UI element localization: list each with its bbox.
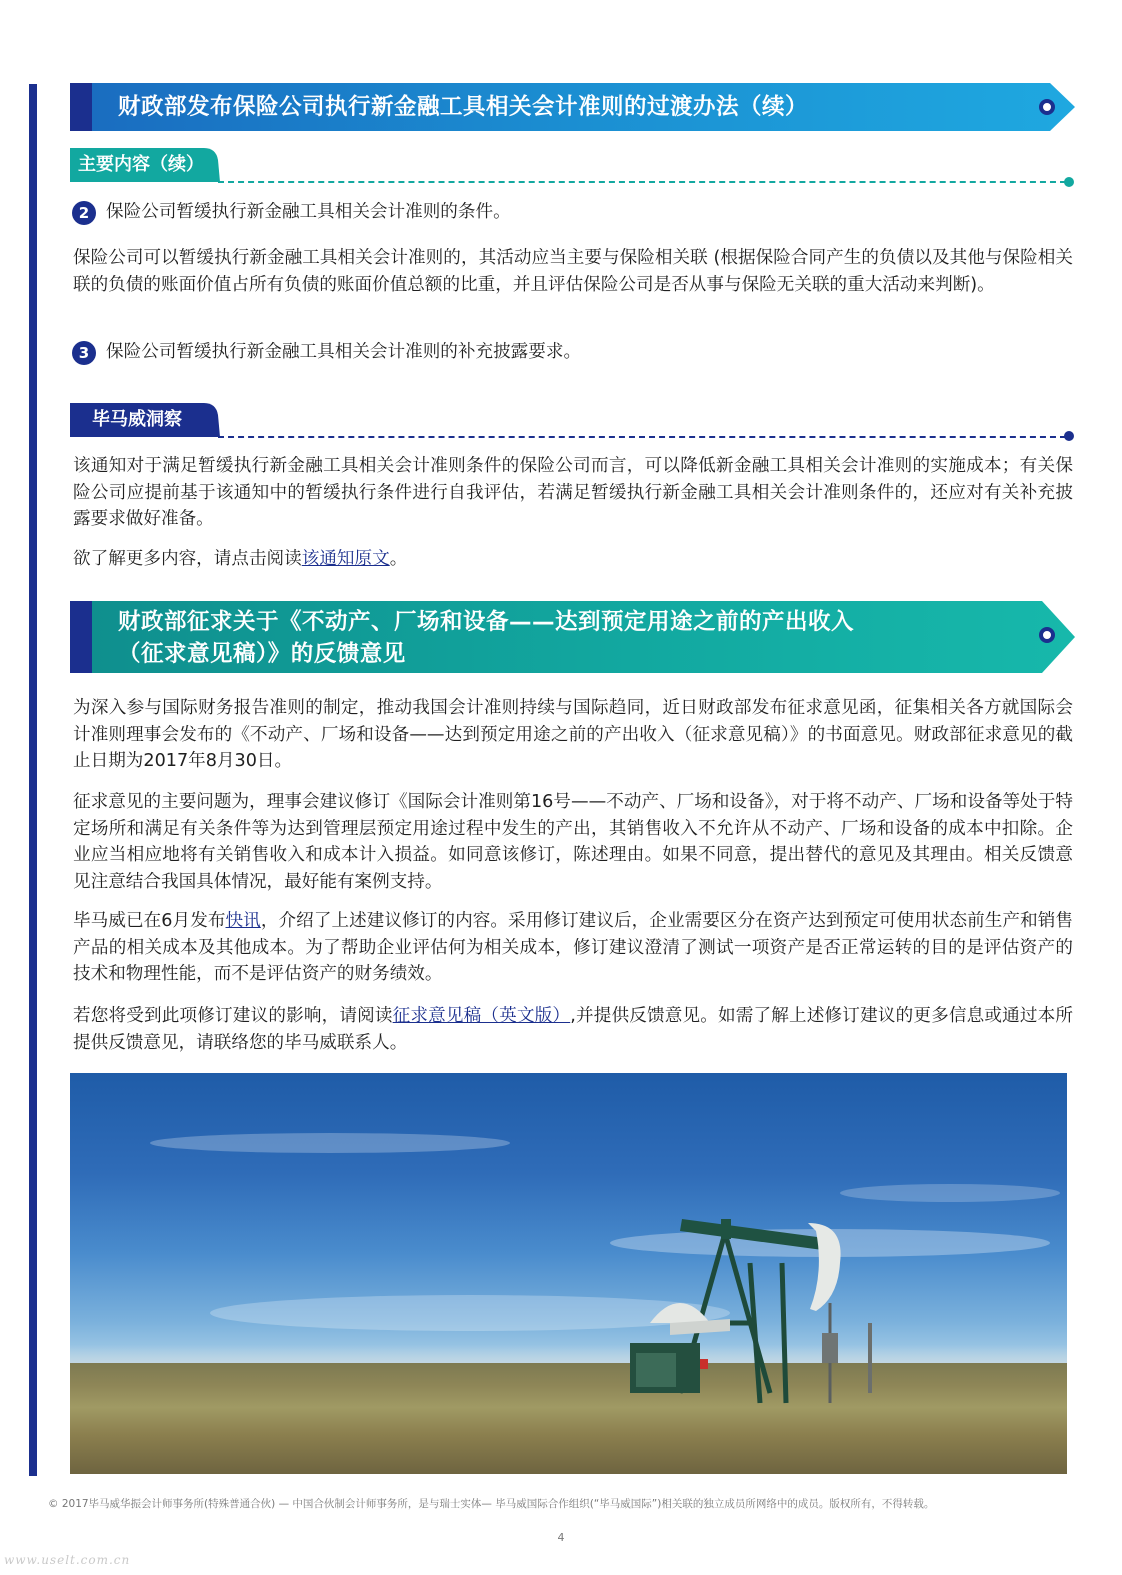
banner-title-line2: （征求意见稿）》的反馈意见: [118, 641, 406, 667]
pump-jack-photo: [70, 1073, 1067, 1474]
paragraph: 为深入参与国际财务报告准则的制定，推动我国会计准则持续与国际趋同，近日财政部发布征求意见函，征集相关各方就国际会计准则理事会发布的《不动产、厂场和设备——达到预定用途之前的产出收入（征求意见稿）》的书面意见。财政部征求意见的截止日期为2017年8月30日。: [73, 698, 1073, 771]
text: 欲了解更多内容，请点击阅读: [73, 549, 302, 569]
left-margin-rule: [29, 84, 37, 1476]
text: 若您将受到此项修订建议的影响，请阅读: [73, 1006, 393, 1026]
divider-dot: [1064, 431, 1074, 441]
notice-link[interactable]: 该通知原文: [301, 549, 390, 569]
exposure-draft-link[interactable]: 征求意见稿（英文版）: [392, 1006, 571, 1026]
section-banner-insurance: [70, 83, 1075, 131]
text: ，介绍了上述建议修订的内容。采用修订建议后，企业需要区分在资产达到预定可使用状态前生产和销售产品的相关成本及其他成本。为了帮助企业评估何为相关成本，修订建议澄清了测试一项资产是否正常运转的目的是评估资产的技术和物理性能，而不是评估资产的财务绩效。: [73, 911, 1073, 984]
paragraph-more-link: [73, 546, 1073, 573]
paragraph: 征求意见的主要问题为，理事会建议修订《国际会计准则第16号——不动产、厂场和设备》，对于将不动产、厂场和设备等处于特定场所和满足有关条件等为达到管理层预定用途过程中发生的产出，其销售收入不允许从不动产、厂场和设备的成本中扣除。企业应当相应地将有关销售收入和成本计入损益。如同意该修订，陈述理由。如果不同意，提出替代的意见及其理由。相关反馈意见注意结合我国具体情况，最好能有案例支持。: [73, 792, 1073, 892]
tab-main-content: 主要内容（续）: [78, 154, 204, 175]
text: 。: [389, 549, 408, 569]
paragraph-with-link: [73, 908, 1073, 988]
ring-marker-icon: [1039, 627, 1055, 643]
paragraph: 该通知对于满足暂缓执行新金融工具相关会计准则条件的保险公司而言，可以降低新金融工具相关会计准则的实施成本；有关保险公司应提前基于该通知中的暂缓执行条件进行自我评估，若满足暂缓执行新金融工具相关会计准则条件的，还应对有关补充披露要求做好准备。: [73, 456, 1073, 529]
divider: [218, 181, 1066, 183]
tab-kpmg-insight: 毕马威洞察: [92, 409, 182, 430]
item-heading: 保险公司暂缓执行新金融工具相关会计准则的条件。: [106, 202, 511, 222]
divider-dot: [1064, 177, 1074, 187]
section-banner-ppe: [70, 601, 1075, 673]
banner-title-line1: 财政部征求关于《不动产、厂场和设备——达到预定用途之前的产出收入: [118, 609, 855, 635]
banner-title: [118, 606, 854, 670]
copyright-notice: © 2017毕马威华振会计师事务所(特殊普通合伙) — 中国合伙制会计师事务所，是与瑞士实体— 毕马威国际合作组织(“毕马威国际”)相关联的独立成员所网络中的成员。版权所有，不得转载。: [48, 1498, 935, 1510]
item-heading: 保险公司暂缓执行新金融工具相关会计准则的补充披露要求。: [106, 342, 582, 362]
ring-marker-icon: [1039, 99, 1055, 115]
item-number-badge: 3: [72, 341, 96, 365]
page-number: 4: [557, 1531, 565, 1544]
item-number-badge: 2: [72, 201, 96, 225]
pump-jack-icon: [70, 1073, 1067, 1474]
newsflash-link[interactable]: 快讯: [225, 911, 261, 931]
paragraph-with-link: [73, 1003, 1073, 1056]
divider: [218, 436, 1066, 438]
text: 毕马威已在6月发布: [73, 911, 226, 931]
watermark: www.uselt.com.cn: [4, 1553, 131, 1567]
text: ,并提供反馈意见。如需了解上述修订建议的更多信息或通过本所提供反馈意见，请联络您的毕马威联系人。: [73, 1006, 1073, 1053]
banner-title: 财政部发布保险公司执行新金融工具相关会计准则的过渡办法（续）: [118, 94, 809, 120]
paragraph: 保险公司可以暂缓执行新金融工具相关会计准则的，其活动应当主要与保险相关联 (根据保险合同产生的负债以及其他与保险相关联的负债的账面价值占所有负债的账面价值总额的比重，并且评估保险公司是否从事与保险无关联的重大活动来判断)。: [73, 248, 1073, 295]
